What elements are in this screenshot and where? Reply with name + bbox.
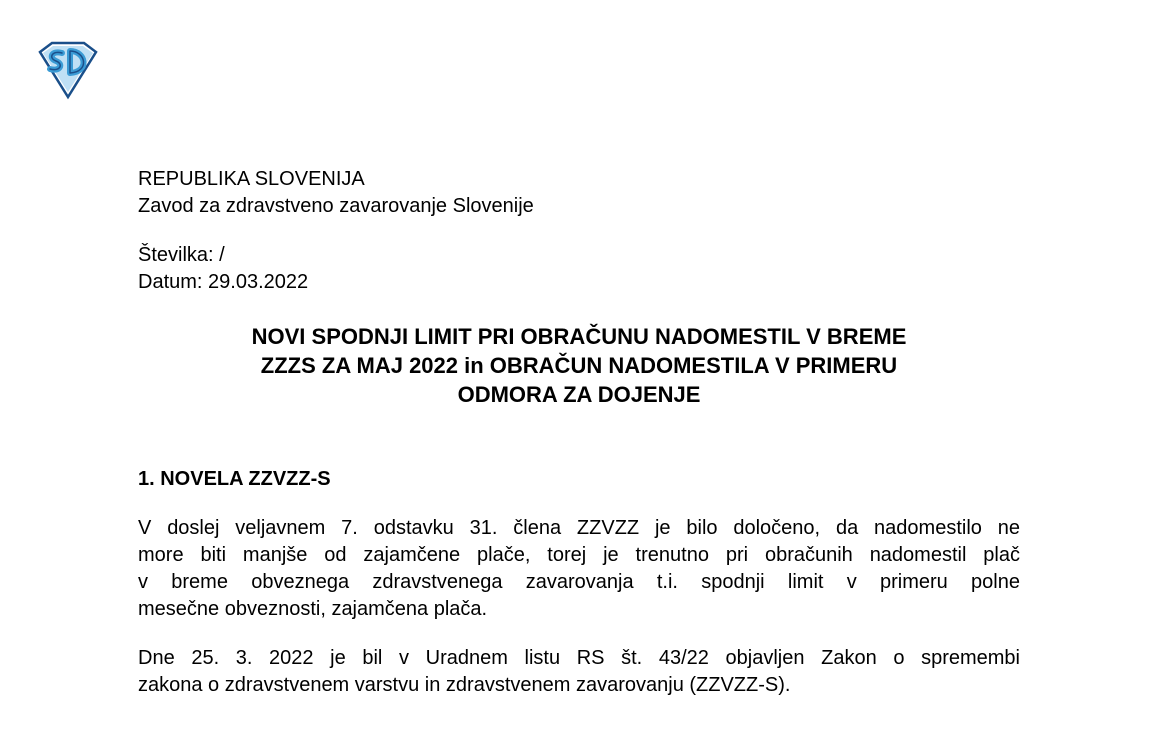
zzzs-logo-icon (30, 40, 106, 100)
header-country: REPUBLIKA SLOVENIJA (138, 168, 365, 190)
paragraph (138, 645, 1020, 699)
paragraph-line: V doslej veljavnem 7. odstavku 31. člena ZZVZZ je bilo določeno, da nadomestilo ne (138, 517, 1020, 539)
document-body (138, 166, 1020, 699)
title-line: NOVI SPODNJI LIMIT PRI OBRAČUNU NADOMESTIL V BREME (251, 324, 907, 349)
document-date: Datum: 29.03.2022 (138, 271, 309, 293)
title-line: ZZZS ZA MAJ 2022 in OBRAČUN NADOMESTILA V PRIMERU (260, 353, 898, 378)
paragraph-line: v breme obveznega zdravstvenega zavarovanja t.i. spodnji limit v primeru polne (138, 571, 1020, 593)
title-line: ODMORA ZA DOJENJE (457, 382, 701, 407)
document-meta (138, 242, 1020, 296)
paragraph-line: zakona o zdravstvenem varstvu in zdravstvenem zavarovanju (ZZVZZ-S). (138, 674, 791, 696)
document-number: Številka: / (138, 244, 225, 266)
paragraph (138, 515, 1020, 623)
header-institution: Zavod za zdravstveno zavarovanje Slovenije (138, 195, 534, 217)
section-heading: 1. NOVELA ZZVZZ-S (138, 468, 331, 490)
paragraph-line: mesečne obveznosti, zajamčena plača. (138, 598, 488, 620)
paragraph-line: more biti manjše od zajamčene plače, torej je trenutno pri obračunih nadomestil plač (138, 544, 1020, 566)
document-title (138, 322, 1020, 409)
paragraph-line: Dne 25. 3. 2022 je bil v Uradnem listu RS št. 43/22 objavljen Zakon o spremembi (138, 647, 1020, 669)
